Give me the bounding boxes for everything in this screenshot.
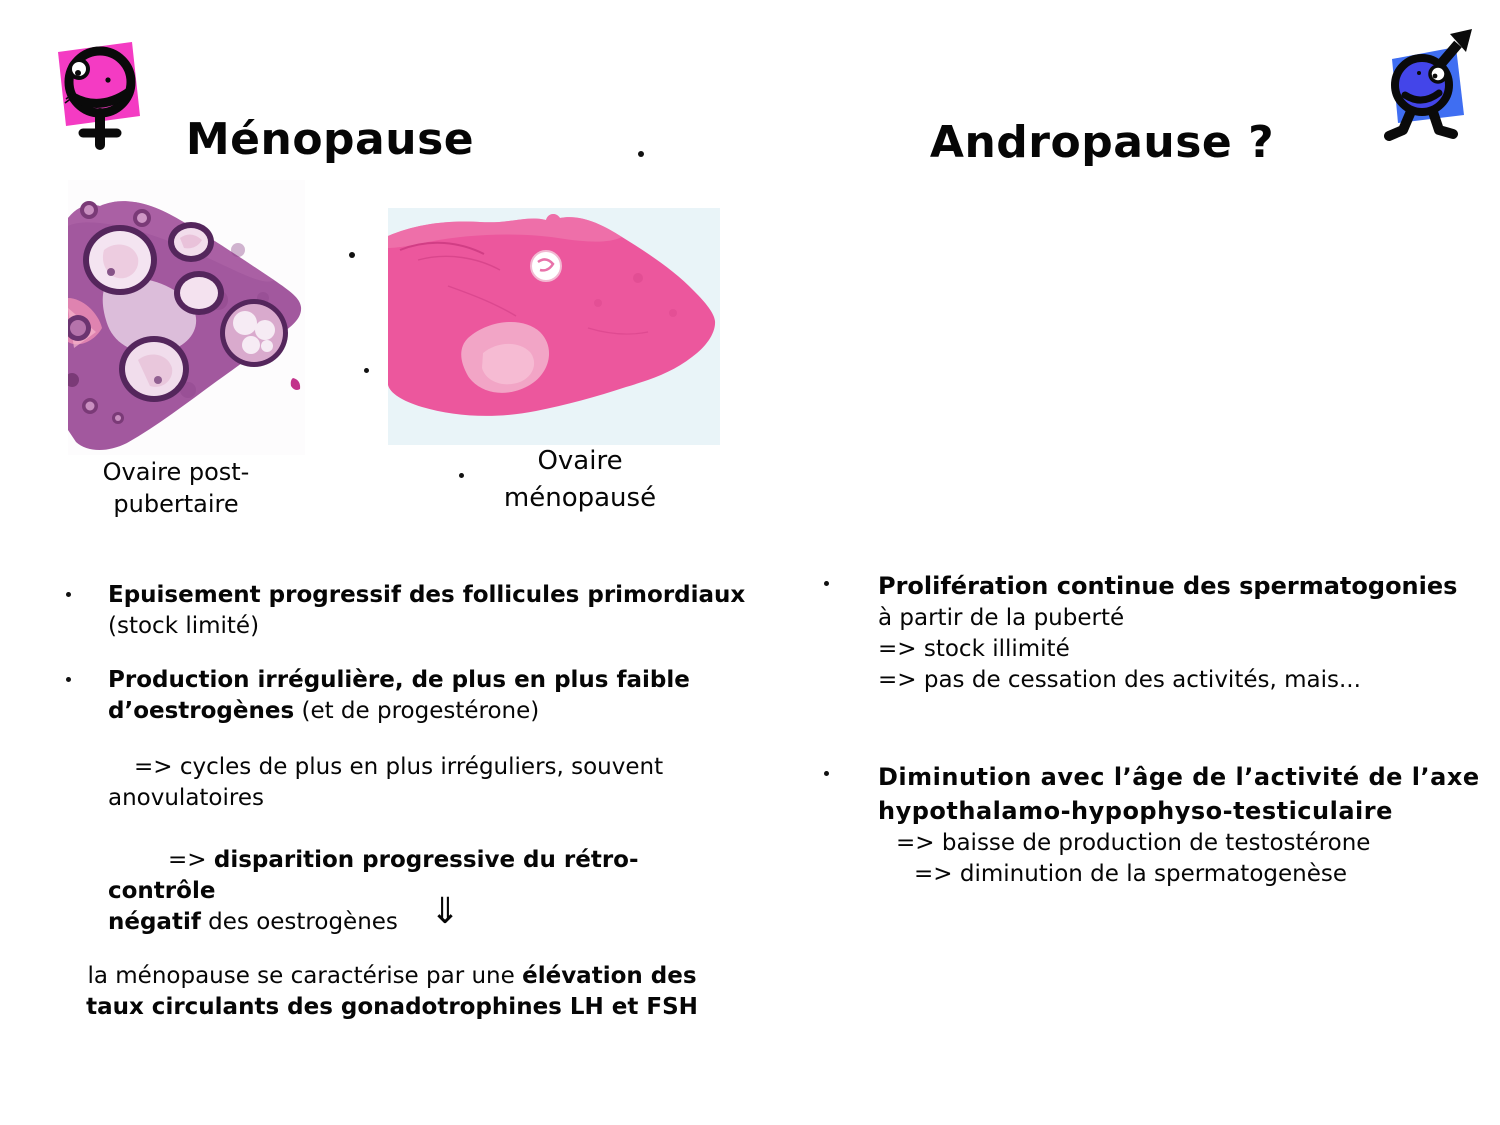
conclusion-normal: la ménopause se caractérise par une [87,963,523,989]
menopause-sub-1 [108,752,668,814]
male-symbol-icon-svg [1378,27,1474,153]
bullet-dot [824,771,829,776]
andropause-bullet-1 [822,570,1500,696]
andropause-bullet1-line: à partir de la puberté [878,605,1125,631]
ovary-menopausal-image [388,208,720,445]
conclusion-bold-line1: élévation des [522,963,697,989]
stray-bullet-dot [364,368,369,373]
stray-bullet-dot [349,252,355,258]
menopause-sub1-line1: => cycles de plus en plus irréguliers, souvent [134,754,664,780]
caption-right-line1: Ovaire [537,446,623,476]
caption-ovary-menopausal [466,443,694,517]
figure-ovary-menopausal [388,208,720,445]
female-symbol-icon-svg [52,36,146,150]
double-down-arrow-icon: ⇓ [430,891,461,932]
andropause-bullet2-title-line2: hypothalamo-hypophyso-testiculaire [878,797,1393,825]
andropause-title: Andropause ? [929,117,1275,168]
bullet-dot [66,592,71,597]
menopause-sub2-prefix: => [168,847,214,873]
menopause-bullet-2 [66,665,750,727]
menopause-bullet2-bold-line1: Production irrégulière, de plus en plus faible [108,667,690,693]
figure-ovary-postpubertal [68,180,305,455]
menopause-bullet-1 [66,580,750,642]
menopause-sub-2 [108,845,708,938]
andropause-bullet1-line: => stock illimité [878,636,1070,662]
caption-left-line2: pubertaire [113,490,239,518]
bullet-dot [824,581,829,586]
stray-bullet-dot [459,473,464,478]
menopause-sub2-bold-line1: disparition progressive du rétro-contrôle [108,847,639,904]
andropause-bullet2-title-line1: Diminution avec l’âge de l’activité de l’axe [878,763,1480,791]
andropause-bullet1-title: Prolifération continue des spermatogonies [878,572,1458,600]
bullet-dot [66,677,71,682]
menopause-bullet2-normal: (et de progestérone) [294,698,540,724]
andropause-bullet1-line: => pas de cessation des activités, mais... [878,667,1361,693]
stray-bullet-dot [638,151,644,157]
conclusion-bold-line2: taux circulants des gonadotrophines LH et FSH [86,994,698,1020]
caption-right-line2: ménopausé [503,483,657,513]
menopause-bullet1-normal: (stock limité) [108,613,260,639]
andropause-bullet-2 [822,760,1500,890]
female-symbol-icon [52,36,146,150]
menopause-sub2-bold-line2: négatif [108,909,201,935]
male-symbol-icon [1378,27,1474,153]
caption-left-line1: Ovaire post- [102,458,250,486]
menopause-sub1-line2: anovulatoires [108,785,264,811]
caption-ovary-postpubertal [70,456,282,520]
andropause-bullet2-line: => baisse de production de testostérone [896,830,1371,856]
menopause-bullet1-bold: Epuisement progressif des follicules primordiaux [108,582,746,608]
andropause-bullet2-line: => diminution de la spermatogenèse [914,861,1348,887]
menopause-sub2-normal: des oestrogènes [200,909,398,935]
menopause-bullet2-bold-line2: d’oestrogènes [108,698,295,724]
menopause-title: Ménopause [185,114,475,165]
menopause-conclusion [70,961,714,1023]
ovary-postpubertal-image [68,180,305,455]
